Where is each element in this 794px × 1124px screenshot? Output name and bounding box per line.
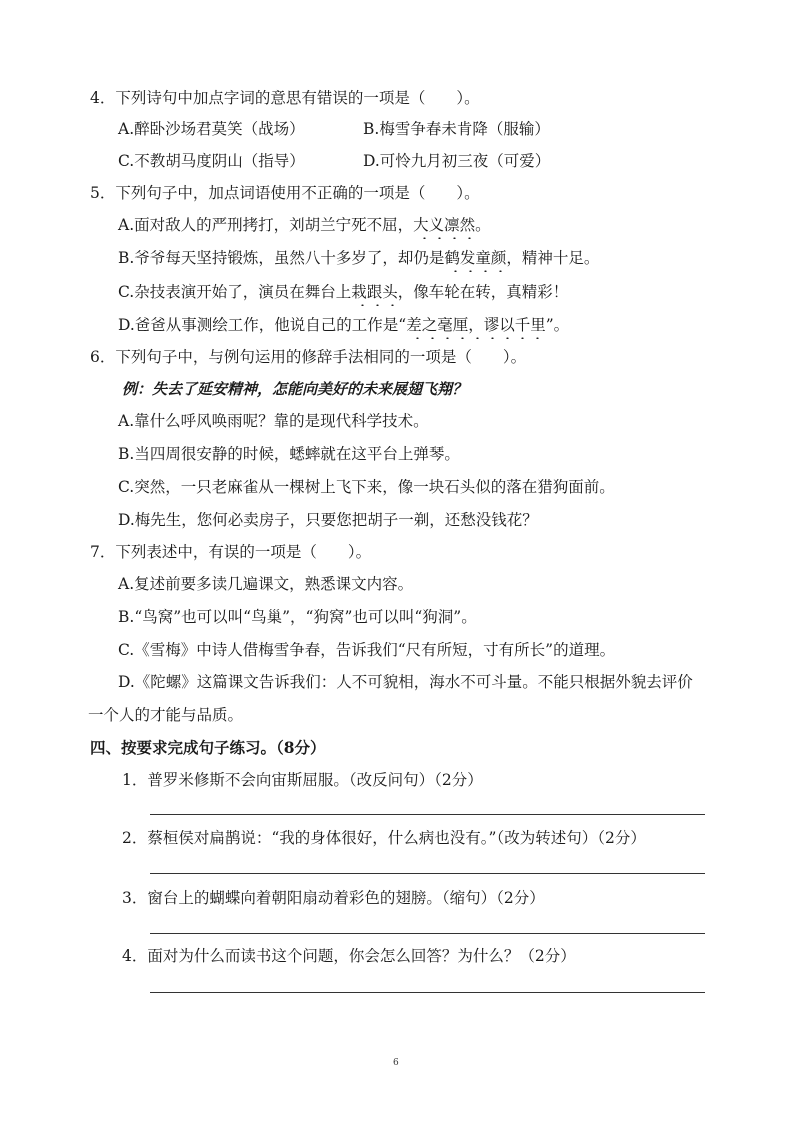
q5-option-d-dotted-word: 差之毫厘，谬以千里 <box>406 316 546 334</box>
q6-stem: 6．下列句子中，与例句运用的修辞手法相同的一项是（ ）。 <box>90 348 527 366</box>
q5-option-b-dotted-word: 鹤发童颜 <box>444 249 507 267</box>
q5-option-b <box>118 248 599 268</box>
q5-option-d-end: ”。 <box>545 316 570 334</box>
q5-option-c <box>118 282 568 302</box>
q5-option-c-end: ，像车轮在转，真精彩！ <box>397 283 569 301</box>
section-4-item-4: 4．面对为什么而读书这个问题，你会怎么回答？为什么？（2分） <box>122 947 576 965</box>
q6-example: 例：失去了延安精神，怎能向美好的未来展翅飞翔？ <box>122 380 468 398</box>
q6-option-c: C.突然，一只老麻雀从一棵树上飞下来，像一块石头似的落在猎狗面前。 <box>118 478 615 496</box>
section-4-item-1: 1．普罗米修斯不会向宙斯屈服。（改反问句）（2分） <box>122 771 483 789</box>
q7-option-d-continuation: 一个人的才能与品质。 <box>88 706 244 724</box>
q5-option-d <box>118 315 569 335</box>
q4-option-b: B.梅雪争春未肯降（服输） <box>363 120 550 138</box>
q5-option-a-dotted-word: 大义凛然 <box>413 216 476 234</box>
q5-option-c-dotted-word: 栽跟头 <box>351 283 398 301</box>
q4-stem: 4．下列诗句中加点字词的意思有错误的一项是（ ）。 <box>90 89 480 107</box>
q7-option-b: B.“鸟窝”也可以叫“鸟巢”，“狗窝”也可以叫“狗洞”。 <box>118 608 477 626</box>
answer-line-1[interactable] <box>150 814 705 815</box>
section-4-item-3: 3．窗台上的蝴蝶向着朝阳扇动着彩色的翅膀。（缩句）（2分） <box>122 889 545 907</box>
q5-option-c-text: C.杂技表演开始了，演员在舞台上 <box>118 283 352 301</box>
answer-line-3[interactable] <box>150 933 705 934</box>
q7-option-d: D.《陀螺》这篇课文告诉我们：人不可貌相，海水不可斗量。不能只根据外貌去评价 <box>118 673 693 691</box>
answer-line-2[interactable] <box>150 873 705 874</box>
q5-option-a-end: 。 <box>475 216 491 234</box>
section-4-item-2: 2．蔡桓侯对扁鹊说：“我的身体很好，什么病也没有。”（改为转述句）（2分） <box>122 829 646 847</box>
q5-option-b-text: B.爷爷每天坚持锻炼，虽然八十多岁了，却仍是 <box>118 249 445 267</box>
q5-stem: 5．下列句子中，加点词语使用不正确的一项是（ ）。 <box>90 184 480 202</box>
q5-option-b-end: ，精神十足。 <box>506 249 600 267</box>
q7-option-c: C.《雪梅》中诗人借梅雪争春，告诉我们“尺有所短，寸有所长”的道理。 <box>118 641 616 659</box>
q6-option-b: B.当四周很安静的时候，蟋蟀就在这平台上弹琴。 <box>118 445 460 463</box>
q5-option-a <box>118 215 491 235</box>
q4-option-c: C.不教胡马度阴山（指导） <box>118 152 305 170</box>
q7-stem: 7．下列表述中，有误的一项是（ ）。 <box>90 543 372 561</box>
q7-option-a: A.复述前要多读几遍课文，熟悉课文内容。 <box>118 575 414 593</box>
q6-option-a: A.靠什么呼风唤雨呢？靠的是现代科学技术。 <box>118 412 429 430</box>
q5-option-d-text: D.爸爸从事测绘工作，他说自己的工作是“ <box>118 316 407 334</box>
q6-option-d: D.梅先生，您何必卖房子，只要您把胡子一剃，还愁没钱花？ <box>118 511 538 529</box>
q4-option-d: D.可怜九月初三夜（可爱） <box>363 152 551 170</box>
section-4-title: 四、按要求完成句子练习。（8分） <box>90 738 326 757</box>
page-number: 6 <box>393 1058 399 1068</box>
q5-option-a-text: A.面对敌人的严刑拷打，刘胡兰宁死不屈， <box>118 216 414 234</box>
q4-option-a: A.醉卧沙场君莫笑（战场） <box>118 120 305 138</box>
answer-line-4[interactable] <box>150 992 705 993</box>
